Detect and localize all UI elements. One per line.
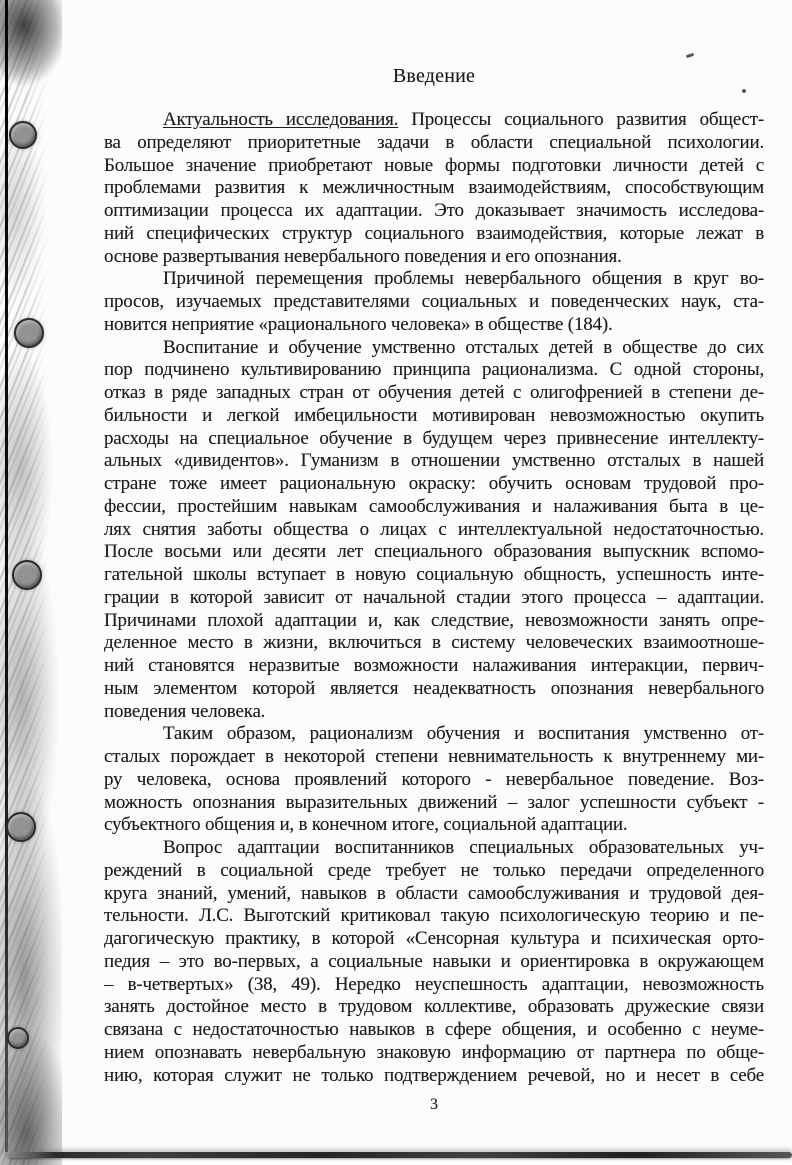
text-line: бильности и легкой имбецильности мотивирован невозможностью окупить bbox=[104, 404, 764, 426]
scan-speck bbox=[742, 89, 746, 93]
text-line: ру человека, основа проявлений которого - невербальное поведение. Воз- bbox=[104, 768, 764, 790]
scan-speck bbox=[686, 53, 695, 58]
binder-hole bbox=[12, 560, 42, 590]
binder-hole bbox=[7, 1027, 29, 1049]
document-text bbox=[104, 109, 764, 1087]
bottom-scan-artifact bbox=[8, 1152, 792, 1158]
text-line: занять достойное место в трудовом коллективе, образовать дружеские связи bbox=[104, 996, 764, 1018]
text-line: дагогическую практику, в которой «Сенсорная культура и психическая орто- bbox=[104, 928, 764, 949]
text-line: новится неприятие «рационального человека» в обществе (184). bbox=[104, 313, 613, 335]
text-line: реждений в социальной среде требует не только передачи определенного bbox=[104, 859, 764, 881]
text-line: оптимизации процесса их адаптации. Это доказывает значимость исследова- bbox=[104, 200, 764, 221]
text-line: – в-четвертых» (38, 49). Нередко неуспешность адаптации, невозможность bbox=[104, 973, 764, 995]
text-line: пор подчинено культивированию принципа рационализма. С одной стороны, bbox=[104, 359, 764, 381]
spine-shadow-line bbox=[5, 0, 8, 1152]
binding-strip bbox=[0, 0, 62, 1165]
paragraph bbox=[104, 109, 764, 268]
text-line: сталых порождает в некоторой степени невнимательность к внутреннему ми- bbox=[104, 746, 764, 767]
text-line: ний специфических структур социального взаимодействия, которые лежат в bbox=[104, 222, 764, 244]
text-line: нием опознавать невербальную знаковую информацию от партнера по обще- bbox=[104, 1041, 764, 1063]
text-line: лях снятия заботы общества о лицах с интеллектуальной недостаточностью. bbox=[104, 518, 764, 540]
text-line: Воспитание и обучение умственно отсталых детей в обществе до сих bbox=[163, 336, 764, 358]
binder-hole bbox=[9, 121, 37, 149]
page-number: 3 bbox=[430, 1096, 438, 1113]
text-line: Причинами плохой адаптации и, как следствие, невозможности занять опре- bbox=[104, 609, 764, 631]
text-line: расходы на специальное обучение в будущем через привнесение интеллекту- bbox=[104, 427, 764, 449]
text-line: круга знаний, умений, навыков в области самообслуживания и трудовой дея- bbox=[104, 882, 764, 904]
text-line: связана с недостаточностью навыков в сфере общения, и особенно с неуме- bbox=[104, 1019, 764, 1040]
text-line: Вопрос адаптации воспитанников специальных образовательных уч- bbox=[163, 837, 764, 858]
text-line: субъектного общения и, в конечном итоге, социальной адаптации. bbox=[104, 814, 628, 836]
text-line: стране тоже имеет рациональную окраску: обучить основам трудовой про- bbox=[104, 473, 764, 494]
binder-hole bbox=[14, 318, 44, 348]
text-line: поведения человека. bbox=[104, 700, 266, 722]
paragraph bbox=[104, 268, 764, 336]
paragraph bbox=[104, 337, 764, 724]
text-line: просов, изучаемых представителями социальных и поведенческих наук, ста- bbox=[104, 291, 764, 312]
text-line: Таким образом, рационализм обучения и воспитания умственно от- bbox=[163, 723, 764, 745]
text-line: проблемами развития к межличностным взаимодействиям, способствующим bbox=[104, 177, 764, 199]
text-line: фессии, простейшим навыкам самообслуживания и налаживания быта в це- bbox=[104, 495, 764, 517]
text-line: ным элементом которой является неадекватность опознания невербального bbox=[104, 677, 764, 699]
text-line: отказ в ряде западных стран от обучения детей с олигофренией в степени де- bbox=[104, 382, 764, 403]
text-line: грации в которой зависит от начальной стадии этого процесса – адаптации. bbox=[104, 586, 764, 608]
paragraph bbox=[104, 723, 764, 837]
text-line: основе развертывания невербального поведения и его опознания. bbox=[104, 245, 622, 267]
text-line: тельности. Л.С. Выготский критиковал такую психологическую теорию и пе- bbox=[104, 905, 764, 927]
text-line: Большое значение приобретают новые формы подготовки личности детей с bbox=[104, 154, 764, 176]
text-line: педия – это во-первых, а социальные навыки и ориентировка в окружающем bbox=[104, 950, 764, 972]
binding-noise-texture bbox=[0, 0, 48, 1165]
page-title: Введение bbox=[392, 65, 476, 87]
text-line: деленное место в жизни, включиться в систему человеческих взаимоотноше- bbox=[104, 632, 764, 654]
text-line: ний становятся неразвитые возможности налаживания интеракции, первич- bbox=[104, 655, 764, 676]
text-line: После восьми или десяти лет специального образования выпускник вспомо- bbox=[104, 541, 764, 563]
text-line: альных «дивидентов». Гуманизм в отношении умственно отсталых в нашей bbox=[104, 450, 764, 472]
paragraph bbox=[104, 837, 764, 1087]
text-line: Причиной перемещения проблемы невербального общения в круг во- bbox=[163, 268, 764, 290]
binder-hole bbox=[6, 812, 36, 842]
text-line: ва определяют приоритетные задачи в области специальной психологии. bbox=[104, 131, 764, 153]
text-line: гательной школы вступает в новую социальную общность, успешность инте- bbox=[104, 564, 764, 585]
text-line: нию, которая служит не только подтверждением речевой, но и несет в себе bbox=[104, 1064, 764, 1086]
underlined-heading: Актуальность исследования. bbox=[163, 109, 399, 130]
text-line: Актуальность исследования. Процессы социального развития общест- bbox=[163, 109, 764, 130]
binding-shadow-blobs bbox=[0, 0, 62, 1165]
text-line: можность опознания выразительных движений – залог успешности субъект - bbox=[104, 791, 764, 813]
